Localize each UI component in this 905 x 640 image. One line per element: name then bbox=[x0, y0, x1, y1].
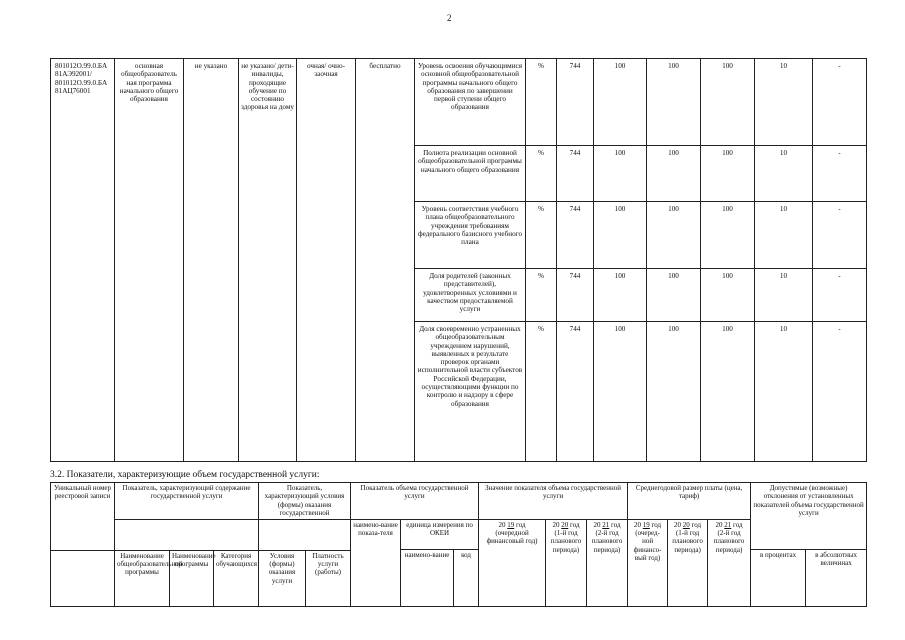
indicator-name: Доля своевременно устраненных общеобразовательным учреждением нарушений, выявленных в результате проверок органами исполнительной власти субъектов Российской Федерации, осуществляющими функции по контролю и надзору в сфере образования bbox=[415, 322, 526, 462]
year-note: (1-й год планового периода) bbox=[550, 529, 582, 554]
service-payment: бесплатно bbox=[356, 59, 415, 462]
year-prefix: 20 bbox=[593, 520, 601, 529]
header-indicator-value: Значение показателя объема государственной услуги bbox=[479, 483, 628, 520]
indicator-name: Уровень освоения обучающимися основной общеобразовательной программы начального общего образования по завершении первой ступени общего образования bbox=[415, 59, 526, 146]
deviation-percent: 10 bbox=[755, 146, 813, 202]
year-value: 21 bbox=[602, 520, 610, 529]
indicator-value: 100 bbox=[701, 202, 755, 269]
indicator-okei: 744 bbox=[557, 59, 594, 146]
deviation-percent: 10 bbox=[755, 59, 813, 146]
deviation-absolute: - bbox=[813, 202, 867, 269]
header-content: Показатель, характеризующий содержание государственной услуги bbox=[115, 483, 259, 520]
year-value: 20 bbox=[682, 520, 690, 529]
indicator-unit: % bbox=[526, 202, 557, 269]
header-unit: единица измерения по ОКЕИ bbox=[401, 519, 479, 549]
header-conditions: Показатель, характеризующий условия (формы) оказания государственной bbox=[259, 483, 351, 520]
price-year-2 bbox=[668, 519, 708, 606]
quality-indicators-table bbox=[50, 58, 867, 462]
year-note: (очеред-ной финансо-вый год) bbox=[633, 529, 662, 563]
indicator-unit: % bbox=[526, 322, 557, 462]
indicator-value: 100 bbox=[701, 59, 755, 146]
indicator-okei: 744 bbox=[557, 269, 594, 322]
student-category: не указано/ дети-инвалиды, проходящие обучение по состоянию здоровья на дому bbox=[239, 59, 297, 462]
year-suffix: год bbox=[733, 520, 743, 529]
header-program-kind: Наименование общеобразовательной программы bbox=[115, 550, 170, 606]
header-unit-code: код bbox=[454, 549, 479, 606]
registry-code: 801012О.99.0.БА 81АЭ92001/ 801012О.99.0.БА 81АЦ76001 bbox=[51, 59, 115, 462]
deviation-percent: 10 bbox=[755, 202, 813, 269]
indicator-okei: 744 bbox=[557, 146, 594, 202]
year-note: (очередной финансовый год) bbox=[486, 529, 538, 546]
indicator-unit: % bbox=[526, 59, 557, 146]
deviation-percent: 10 bbox=[755, 322, 813, 462]
header-indicator-name: наимено-вание показа-теля bbox=[351, 519, 401, 606]
indicator-value: 100 bbox=[701, 269, 755, 322]
header-service-payment: Платность услуги (работы) bbox=[306, 550, 351, 606]
header-program-name: Наименование программы bbox=[170, 550, 214, 606]
header-registry-code: Уникальный номер реестровой записи bbox=[51, 483, 115, 551]
indicator-value: 100 bbox=[594, 322, 647, 462]
price-year-1 bbox=[628, 519, 668, 606]
program-name: не указано bbox=[184, 59, 239, 462]
header-deviation: Допустимые (возможные) отклонения от установленных показателей объема государственной услуги bbox=[751, 483, 867, 550]
year-note: (1-й год планового периода) bbox=[672, 529, 703, 554]
header-student-category: Категория обучающихся bbox=[214, 550, 259, 606]
service-form: очная/ очно-заочная bbox=[297, 59, 356, 462]
year-value: 20 bbox=[561, 520, 569, 529]
indicator-value: 100 bbox=[647, 322, 701, 462]
indicator-unit: % bbox=[526, 146, 557, 202]
volume-indicators-table bbox=[50, 482, 867, 607]
indicator-name: Доля родителей (законных представителей), удовлетворенных условиями и качеством предоставляемой услуги bbox=[415, 269, 526, 322]
year-suffix: год bbox=[611, 520, 621, 529]
year-value: 19 bbox=[642, 520, 650, 529]
indicator-okei: 744 bbox=[557, 322, 594, 462]
page-number: 2 bbox=[447, 13, 452, 23]
deviation-percent: 10 bbox=[755, 269, 813, 322]
indicator-value: 100 bbox=[647, 59, 701, 146]
table-row bbox=[51, 59, 867, 146]
deviation-absolute: - bbox=[813, 269, 867, 322]
year-value: 19 bbox=[507, 520, 515, 529]
indicator-name: Уровень соответствия учебного плана общеобразовательного учреждения требованиям федерального базисного учебного плана bbox=[415, 202, 526, 269]
year-prefix: 20 bbox=[715, 520, 723, 529]
indicator-value: 100 bbox=[594, 202, 647, 269]
indicator-value: 100 bbox=[594, 146, 647, 202]
header-service-form: Условия (формы) оказания услуги bbox=[259, 550, 306, 606]
deviation-absolute: - bbox=[813, 322, 867, 462]
indicator-value: 100 bbox=[647, 146, 701, 202]
year-suffix: год bbox=[570, 520, 580, 529]
indicator-value: 100 bbox=[701, 322, 755, 462]
header-unit-name: наимено-вание bbox=[401, 549, 454, 606]
program-kind: основная общеобразователь ная программа начального общего образования bbox=[115, 59, 184, 462]
indicator-value: 100 bbox=[594, 59, 647, 146]
year-prefix: 20 bbox=[674, 520, 682, 529]
header-deviation-absolute: в абсолютных величинах bbox=[806, 549, 867, 606]
year-prefix: 20 bbox=[498, 520, 506, 529]
year-value: 21 bbox=[724, 520, 732, 529]
indicator-unit: % bbox=[526, 269, 557, 322]
indicator-value: 100 bbox=[647, 202, 701, 269]
header-average-price: Среднегодовой размер платы (цена, тариф) bbox=[628, 483, 751, 520]
year-prefix: 20 bbox=[634, 520, 642, 529]
price-year-3 bbox=[708, 519, 751, 606]
value-year-2 bbox=[546, 519, 587, 606]
section-heading: 3.2. Показатели, характеризующие объем государственной услуги: bbox=[50, 470, 320, 480]
year-suffix: год bbox=[691, 520, 702, 529]
indicator-value: 100 bbox=[647, 269, 701, 322]
table-row bbox=[51, 483, 867, 520]
indicator-value: 100 bbox=[701, 146, 755, 202]
year-suffix: год bbox=[651, 520, 662, 529]
value-year-3 bbox=[587, 519, 628, 606]
indicator-name: Полнота реализации основной общеобразовательной программы начального общего образования bbox=[415, 146, 526, 202]
value-year-1 bbox=[479, 519, 546, 606]
table-row bbox=[51, 519, 867, 549]
deviation-absolute: - bbox=[813, 59, 867, 146]
indicator-okei: 744 bbox=[557, 202, 594, 269]
indicator-value: 100 bbox=[594, 269, 647, 322]
year-suffix: год bbox=[516, 520, 526, 529]
year-prefix: 20 bbox=[552, 520, 560, 529]
year-note: (2-й год планового периода) bbox=[591, 529, 623, 554]
header-deviation-percent: в процентах bbox=[751, 549, 806, 606]
deviation-absolute: - bbox=[813, 146, 867, 202]
year-note: (2-й год планового периода) bbox=[713, 529, 745, 554]
header-volume-indicator: Показатель объема государственной услуги bbox=[351, 483, 479, 520]
